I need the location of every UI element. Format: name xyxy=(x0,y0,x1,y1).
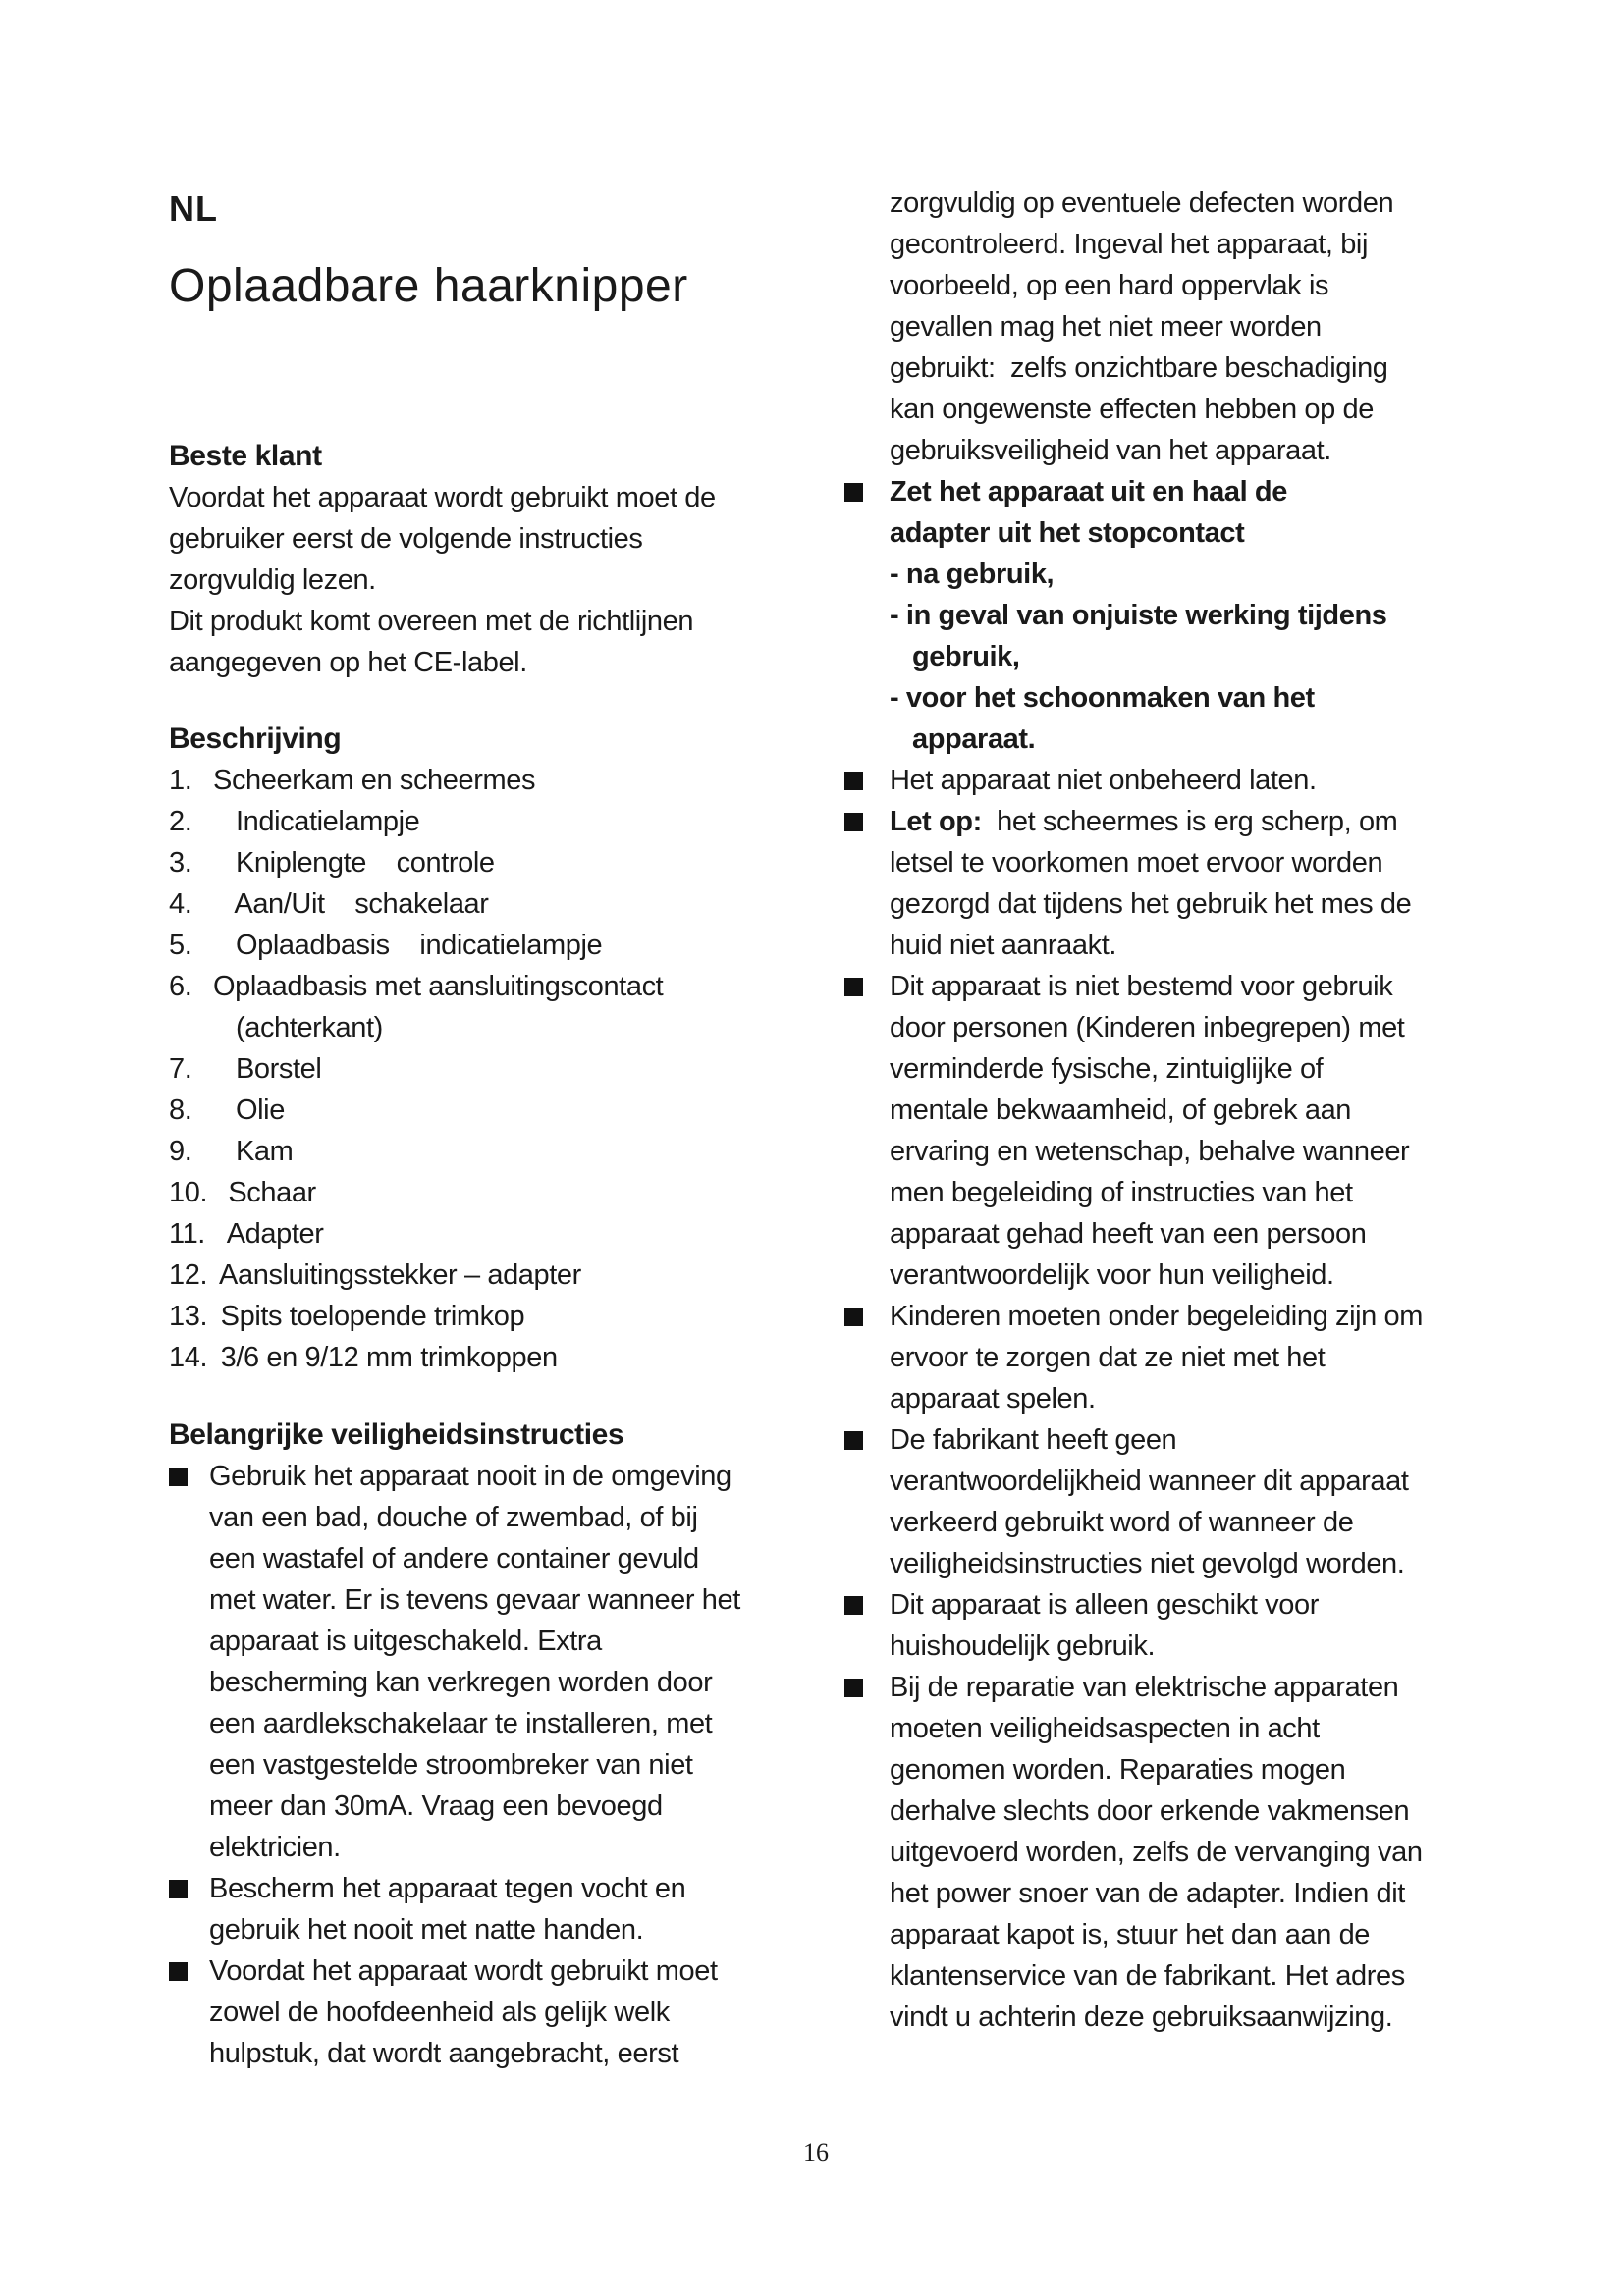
bullet-line xyxy=(209,1456,797,1497)
bullet-text: Bescherm het apparaat tegen vocht en xyxy=(209,1873,686,1904)
item-number: 2. xyxy=(169,806,192,837)
bullet-text: door personen (Kinderen inbegrepen) met xyxy=(890,1012,1405,1043)
bullet-text: een aardlekschakelaar te installeren, met xyxy=(209,1708,713,1739)
description-item xyxy=(169,1048,797,1090)
item-label: Schaar xyxy=(213,1177,316,1208)
description-item xyxy=(169,842,797,883)
bullet-line xyxy=(890,801,1473,842)
intro-heading: Beste klant xyxy=(169,440,322,472)
bullet-item xyxy=(844,1584,1473,1667)
description-heading: Beschrijving xyxy=(169,722,342,755)
bullet-text: verantwoordelijkheid wanneer dit apparaat xyxy=(890,1466,1409,1497)
description-item xyxy=(169,883,797,925)
bullet-text: derhalve slechts door erkende vakmensen xyxy=(890,1795,1410,1827)
description-item xyxy=(169,966,797,1007)
bullet-text: met water. Er is tevens gevaar wanneer het xyxy=(209,1584,740,1616)
item-label: Oplaadbasis met aansluitingscontact xyxy=(213,971,664,1002)
item-number: 3. xyxy=(169,847,192,879)
bullet-text: mentale bekwaamheid, of gebrek aan xyxy=(890,1095,1352,1126)
bullet-text: apparaat is uitgeschakeld. Extra xyxy=(209,1626,602,1657)
bullet-text: huishoudelijk gebruik. xyxy=(890,1630,1156,1662)
item-number: 7. xyxy=(169,1053,192,1085)
bullet-line xyxy=(890,1296,1473,1337)
item-label: (achterkant) xyxy=(213,1012,383,1043)
item-label: Indicatielampje xyxy=(213,806,420,837)
bullet-text: bescherming kan verkregen worden door xyxy=(209,1667,713,1698)
item-label: Scheerkam en scheermes xyxy=(213,765,536,796)
continuation-line: kan ongewenste effecten hebben op de xyxy=(890,394,1374,425)
continuation-line: voorbeeld, op een hard oppervlak is xyxy=(890,270,1329,301)
safety-continuation xyxy=(844,183,1473,471)
bullet-line xyxy=(890,1584,1473,1626)
bullet-text: De fabrikant heeft geen xyxy=(890,1424,1177,1456)
bullet-text: ervaring en wetenschap, behalve wanneer xyxy=(890,1136,1410,1167)
continuation-line: zorgvuldig op eventuele defecten worden xyxy=(890,187,1394,219)
bullet-text: gebruik het nooit met natte handen. xyxy=(209,1914,644,1946)
intro-line: gebruiker eerst de volgende instructies xyxy=(169,523,643,555)
bullet-line xyxy=(890,925,1473,966)
description-item xyxy=(169,1213,797,1255)
bullet-line xyxy=(209,1662,797,1703)
bullet-line xyxy=(890,1007,1473,1048)
bullet-line xyxy=(209,1992,797,2033)
continuation-line: gebruiksveiligheid van het apparaat. xyxy=(890,435,1331,466)
bullet-line xyxy=(209,1786,797,1827)
bullet-text: moeten veiligheidsaspecten in acht xyxy=(890,1713,1320,1744)
item-number: 12. xyxy=(169,1259,208,1291)
bullet-line xyxy=(890,1378,1473,1419)
bullet-square-icon xyxy=(844,1596,863,1615)
bullet-line xyxy=(209,1621,797,1662)
bullet-item xyxy=(844,471,1473,760)
bullet-line xyxy=(890,1131,1473,1172)
bullet-line xyxy=(209,2033,797,2074)
language-code: NL xyxy=(169,188,218,229)
intro-line: zorgvuldig lezen. xyxy=(169,564,376,596)
bullet-line xyxy=(890,1997,1473,2038)
description-item xyxy=(169,801,797,842)
bullet-text: klantenservice van de fabrikant. Het adres xyxy=(890,1960,1405,1992)
bullet-text: meer dan 30mA. Vraag een bevoegd xyxy=(209,1790,663,1822)
sub-item-line: - in geval van onjuiste werking tijdens xyxy=(890,600,1387,631)
bullet-square-icon xyxy=(844,978,863,996)
bullet-line xyxy=(209,1868,797,1909)
continuation-line: gecontroleerd. Ingeval het apparaat, bij xyxy=(890,229,1369,260)
bullet-text: men begeleiding of instructies van het xyxy=(890,1177,1353,1208)
safety-list-left xyxy=(169,1456,797,2074)
description-item xyxy=(169,1007,797,1048)
bullet-text: het scheermes is erg scherp, om xyxy=(981,806,1398,837)
item-label: Aan/Uit schakelaar xyxy=(213,888,489,920)
bullet-text: verminderde fysische, zintuiglijke of xyxy=(890,1053,1324,1085)
bullet-line xyxy=(209,1744,797,1786)
bullet-line xyxy=(209,1703,797,1744)
bullet-text: elektricien. xyxy=(209,1832,341,1863)
bullet-text: veiligheidsinstructies niet gevolgd worden. xyxy=(890,1548,1405,1579)
bullet-line xyxy=(890,883,1473,925)
bullet-line xyxy=(890,1255,1473,1296)
bullet-item xyxy=(169,1456,797,1868)
bullet-item xyxy=(169,1868,797,1950)
bullet-line xyxy=(890,1667,1473,1708)
item-number: 9. xyxy=(169,1136,192,1167)
description-item xyxy=(169,1337,797,1378)
bullet-item xyxy=(844,1419,1473,1584)
bullet-line xyxy=(890,1790,1473,1832)
bullet-line xyxy=(890,966,1473,1007)
intro-line: Dit produkt komt overeen met de richtlijnen xyxy=(169,606,694,637)
bullet-text: verkeerd gebruikt word of wanneer de xyxy=(890,1507,1354,1538)
bullet-item xyxy=(844,1296,1473,1419)
bullet-line xyxy=(890,1502,1473,1543)
bullet-text: gezorgd dat tijdens het gebruik het mes de xyxy=(890,888,1412,920)
bullet-item xyxy=(169,1950,797,2074)
sub-item-line: apparaat. xyxy=(890,723,1036,755)
sub-item-line: - voor het schoonmaken van het xyxy=(890,682,1315,714)
description-item xyxy=(169,1255,797,1296)
bullet-square-icon xyxy=(844,1308,863,1326)
bullet-text: het power snoer van de adapter. Indien dit xyxy=(890,1878,1405,1909)
bullet-line xyxy=(890,1048,1473,1090)
item-label: Olie xyxy=(213,1095,285,1126)
bullet-text: ervoor te zorgen dat ze niet met het xyxy=(890,1342,1326,1373)
right-column xyxy=(844,183,1473,2038)
bullet-item xyxy=(844,966,1473,1296)
bullet-line xyxy=(209,1909,797,1950)
bullet-line xyxy=(209,1579,797,1621)
bullet-line: adapter uit het stopcontact xyxy=(890,517,1245,549)
bullet-text: Bij de reparatie van elektrische apparaten xyxy=(890,1672,1399,1703)
description-item xyxy=(169,925,797,966)
continuation-line: gevallen mag het niet meer worden xyxy=(890,311,1322,343)
bullet-bold-prefix: Let op: xyxy=(890,806,982,837)
page-title: Oplaadbare haarknipper xyxy=(169,260,688,312)
item-label: Kam xyxy=(213,1136,294,1167)
item-number: 11. xyxy=(169,1218,205,1250)
bullet-square-icon xyxy=(844,772,863,790)
left-column xyxy=(169,0,797,2074)
item-label: Spits toelopende trimkop xyxy=(213,1301,525,1332)
bullet-text: huid niet aanraakt. xyxy=(890,930,1117,961)
bullet-square-icon xyxy=(169,1962,188,1981)
safety-list-right xyxy=(844,760,1473,2038)
bullet-line xyxy=(209,1538,797,1579)
item-label: Aansluitingsstekker – adapter xyxy=(213,1259,581,1291)
bullet-square-icon xyxy=(844,483,863,502)
item-label: Kniplengte controle xyxy=(213,847,495,879)
bullet-square-icon xyxy=(844,1431,863,1450)
description-item xyxy=(169,1172,797,1213)
bullet-text: uitgevoerd worden, zelfs de vervanging van xyxy=(890,1837,1423,1868)
bullet-square-icon xyxy=(844,813,863,831)
bullet-text: een wastafel of andere container gevuld xyxy=(209,1543,699,1575)
item-label: Adapter xyxy=(213,1218,324,1250)
bullet-square-icon xyxy=(169,1880,188,1898)
bullet-line xyxy=(890,1172,1473,1213)
bullet-line xyxy=(209,1950,797,1992)
bullet-line xyxy=(209,1827,797,1868)
bullet-line xyxy=(890,1708,1473,1749)
bullet-text: van een bad, douche of zwembad, of bij xyxy=(209,1502,698,1533)
item-label: 3/6 en 9/12 mm trimkoppen xyxy=(213,1342,558,1373)
bullet-item xyxy=(844,760,1473,801)
bullet-square-icon xyxy=(844,1679,863,1697)
safety-heading: Belangrijke veiligheidsinstructies xyxy=(169,1418,624,1451)
safety-unplug-item xyxy=(844,471,1473,760)
item-number: 10. xyxy=(169,1177,208,1208)
bullet-line xyxy=(890,1749,1473,1790)
bullet-line xyxy=(890,1832,1473,1873)
bullet-line xyxy=(890,1955,1473,1997)
bullet-line xyxy=(890,1543,1473,1584)
description-item xyxy=(169,1090,797,1131)
bullet-line xyxy=(890,760,1473,801)
description-list xyxy=(169,760,797,1378)
intro-text xyxy=(169,477,797,683)
bullet-line xyxy=(890,1914,1473,1955)
item-number: 14. xyxy=(169,1342,208,1373)
sub-item-line: - na gebruik, xyxy=(890,559,1055,590)
bullet-item xyxy=(844,801,1473,966)
item-number: 8. xyxy=(169,1095,192,1126)
bullet-line xyxy=(209,1497,797,1538)
bullet-text: hulpstuk, dat wordt aangebracht, eerst xyxy=(209,2038,679,2069)
bullet-line xyxy=(890,1873,1473,1914)
intro-line: aangegeven op het CE-label. xyxy=(169,647,527,678)
description-item xyxy=(169,1131,797,1172)
bullet-text: een vastgestelde stroombreker van niet xyxy=(209,1749,693,1781)
item-number: 6. xyxy=(169,971,192,1002)
bullet-text: Gebruik het apparaat nooit in de omgeving xyxy=(209,1461,731,1492)
description-item xyxy=(169,1296,797,1337)
bullet-text: verantwoordelijk voor hun veiligheid. xyxy=(890,1259,1334,1291)
bullet-text: Het apparaat niet onbeheerd laten. xyxy=(890,765,1317,796)
page-number: 16 xyxy=(803,2138,829,2166)
bullet-line xyxy=(890,1419,1473,1461)
bullet-text: Dit apparaat is alleen geschikt voor xyxy=(890,1589,1319,1621)
bullet-text: letsel te voorkomen moet ervoor worden xyxy=(890,847,1383,879)
intro-line: Voordat het apparaat wordt gebruikt moet de xyxy=(169,482,716,513)
bullet-line xyxy=(890,1090,1473,1131)
bullet-text: apparaat spelen. xyxy=(890,1383,1096,1415)
bullet-line xyxy=(890,1626,1473,1667)
bullet-text: genomen worden. Reparaties mogen xyxy=(890,1754,1346,1786)
sub-item-line: gebruik, xyxy=(890,641,1020,672)
item-number: 1. xyxy=(169,765,192,796)
bullet-item xyxy=(844,1667,1473,2038)
bullet-text: Voordat het apparaat wordt gebruikt moet xyxy=(209,1955,718,1987)
bullet-text: apparaat kapot is, stuur het dan aan de xyxy=(890,1919,1371,1950)
item-number: 5. xyxy=(169,930,192,961)
continuation-line: gebruikt: zelfs onzichtbare beschadiging xyxy=(890,352,1388,384)
bullet-line xyxy=(890,842,1473,883)
bullet-text: Dit apparaat is niet bestemd voor gebruik xyxy=(890,971,1393,1002)
bullet-text: vindt u achterin deze gebruiksaanwijzing. xyxy=(890,2002,1393,2033)
item-label: Oplaadbasis indicatielampje xyxy=(213,930,603,961)
bullet-line xyxy=(890,1213,1473,1255)
item-number: 4. xyxy=(169,888,192,920)
bullet-text: Kinderen moeten onder begeleiding zijn om xyxy=(890,1301,1424,1332)
bullet-text: apparaat gehad heeft van een persoon xyxy=(890,1218,1367,1250)
bullet-line: Zet het apparaat uit en haal de xyxy=(890,476,1287,507)
item-number: 13. xyxy=(169,1301,208,1332)
description-item xyxy=(169,760,797,801)
bullet-line xyxy=(890,1461,1473,1502)
bullet-line xyxy=(890,1337,1473,1378)
bullet-text: zowel de hoofdeenheid als gelijk welk xyxy=(209,1997,670,2028)
bullet-square-icon xyxy=(169,1468,188,1486)
item-label: Borstel xyxy=(213,1053,322,1085)
